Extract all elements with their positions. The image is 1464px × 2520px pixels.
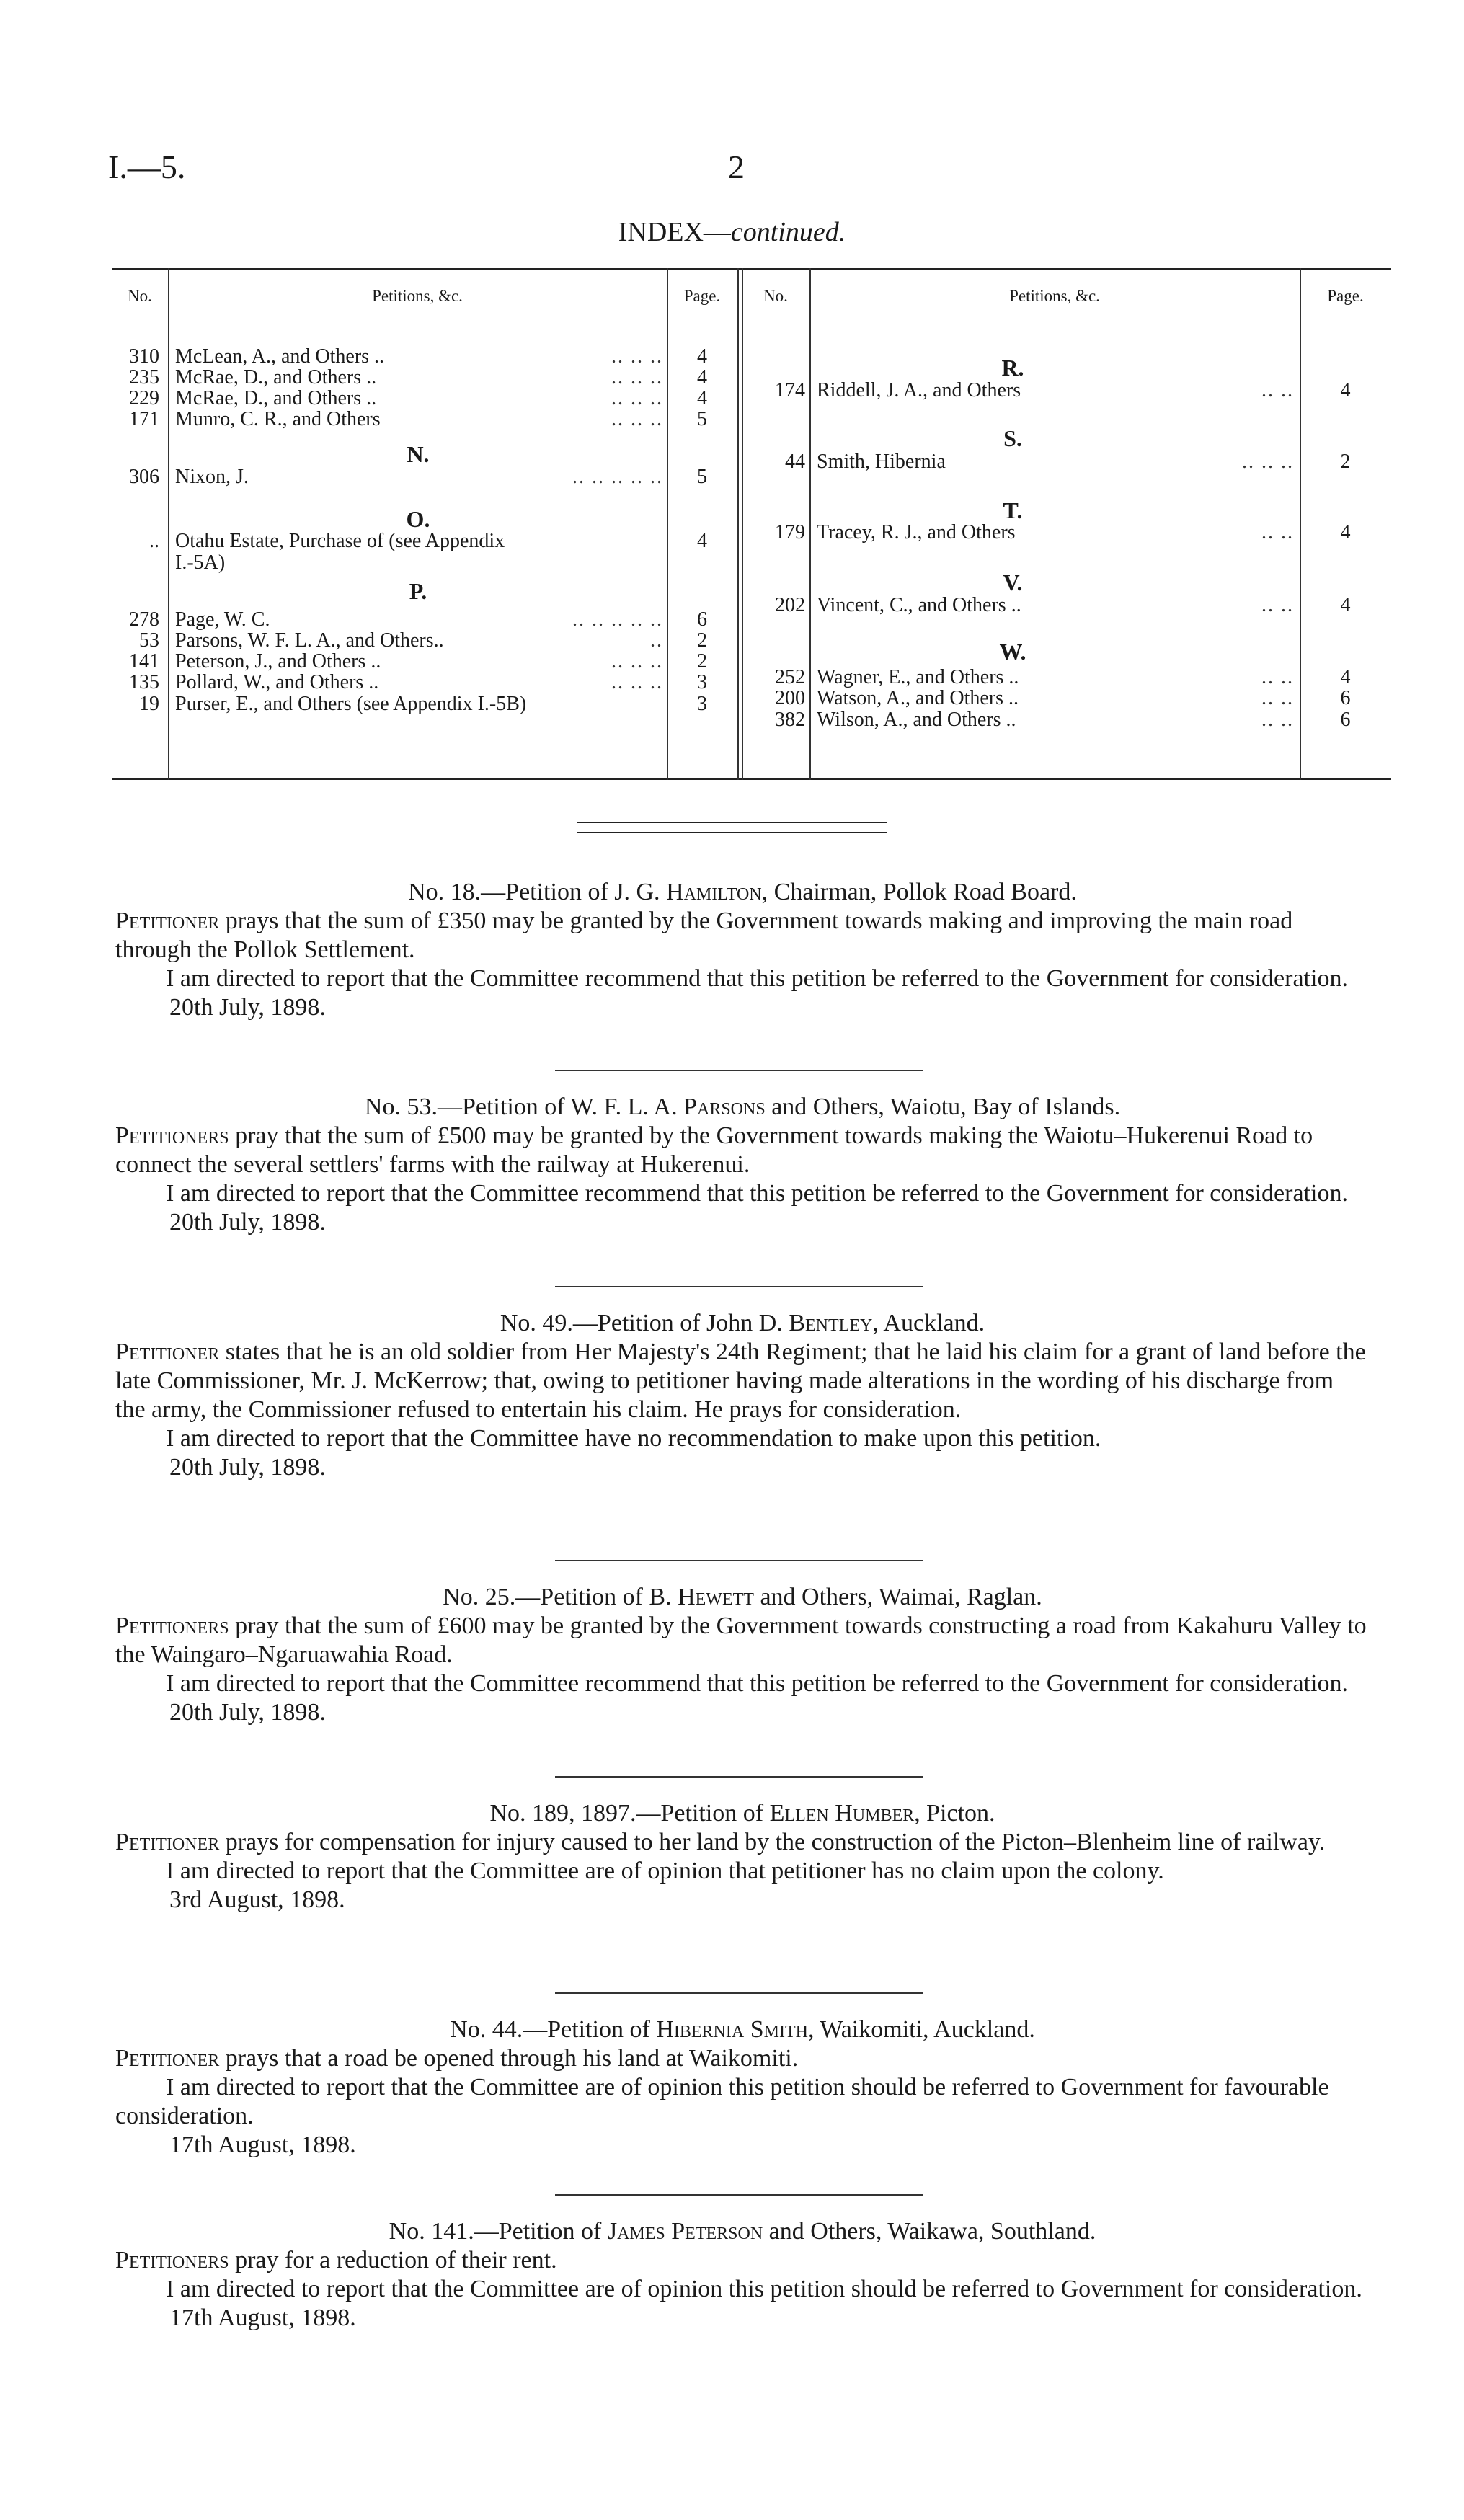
index-row-leader: .. .. .. <box>611 345 663 368</box>
index-letter-heading: N. <box>407 441 430 467</box>
petition-title <box>115 2217 1370 2246</box>
committee-report: I am directed to report that the Committee are of opinion this petition should be referred to Government for favourable consideration. <box>115 2074 1329 2129</box>
petitioner-lead: Petitioner <box>115 2045 220 2072</box>
index-row-name: Otahu Estate, Purchase of (see Appendix <box>175 531 505 552</box>
petition-body-text: prays that the sum of £350 may be granted by the Government towards making and improving the main road through the Pollok Settlement. <box>115 908 1293 963</box>
committee-report: I am directed to report that the Committee are of opinion this petition should be referred to Government for consideration. <box>166 2276 1362 2302</box>
index-row-name: Tracey, R. J., and Others <box>817 522 1016 544</box>
index-row-page: 3 <box>697 671 707 693</box>
index-letter-heading: P. <box>409 578 427 604</box>
index-title: INDEX—continued. <box>618 217 846 247</box>
committee-report: I am directed to report that the Committee recommend that this petition be referred to the Government for consideration. <box>166 1670 1348 1697</box>
petition-title-prefix: No. 18.—Petition of J. G. <box>408 879 667 905</box>
petition-title-suffix: and Others, Waikawa, Southland. <box>763 2218 1096 2245</box>
separator-rule <box>555 1070 923 1071</box>
index-row-name: Vincent, C., and Others .. <box>817 595 1021 616</box>
separator-rule <box>555 1560 923 1561</box>
petitioner-name: Ellen Humber <box>769 1800 915 1827</box>
index-row-leader: .. .. .. .. .. <box>572 608 663 631</box>
index-row-name: Parsons, W. F. L. A., and Others.. <box>175 630 444 652</box>
index-row-name: McRae, D., and Others .. <box>175 388 377 409</box>
index-row-name: Pollard, W., and Others .. <box>175 672 379 693</box>
index-row <box>112 380 1391 401</box>
petition-body-text: prays that a road be opened through his land at Waikomiti. <box>219 2045 799 2072</box>
report-date: 20th July, 1898. <box>169 994 326 1021</box>
petition-entry <box>115 878 1370 1022</box>
index-row-name: Smith, Hibernia <box>817 451 946 473</box>
petitioner-lead: Petitioners <box>115 1612 229 1639</box>
index-row-leader: .. .. .. <box>611 408 663 430</box>
petitioner-name: Bentley <box>789 1310 873 1336</box>
petition-body <box>115 1338 1370 1424</box>
document-reference: I.—5. <box>108 148 186 185</box>
petitioner-lead: Petitioner <box>115 1339 220 1365</box>
separator-rule <box>555 1776 923 1778</box>
petition-title-prefix: No. 25.—Petition of B. <box>443 1584 678 1610</box>
petitioner-name: Hamilton <box>666 879 762 905</box>
double-rule-divider <box>577 822 887 833</box>
report-date: 20th July, 1898. <box>169 1699 326 1726</box>
index-letter-heading: S. <box>1003 425 1022 451</box>
index-row-name: Riddell, J. A., and Others <box>817 380 1021 401</box>
index-row <box>112 522 1391 544</box>
petition-title <box>115 1799 1370 1828</box>
index-letter-heading: T. <box>1003 497 1023 523</box>
index-letter-heading: W. <box>999 639 1026 665</box>
index-row-page: 2 <box>697 650 707 673</box>
petition-entry <box>115 2015 1370 2160</box>
index-row-name: Nixon, J. <box>175 466 249 488</box>
index-row-number: 19 <box>139 693 159 715</box>
index-row-page: 2 <box>697 629 707 652</box>
petition-title-prefix: No. 44.—Petition of <box>450 2016 657 2043</box>
index-row-page: 2 <box>1340 451 1351 473</box>
index-row-name: McLean, A., and Others .. <box>175 346 385 368</box>
petition-title-suffix: , Auckland. <box>872 1310 985 1336</box>
index-row-leader: .. .. .. <box>611 671 663 693</box>
petition-body <box>115 2044 1370 2073</box>
index-row-leader: .. .. <box>1261 594 1294 616</box>
index-row-number: 278 <box>129 608 159 631</box>
petitioner-lead: Petitioners <box>115 2247 229 2273</box>
petition-body-text: pray that the sum of £500 may be granted by the Government towards making the Waiotu–Hukerenui Road to connect the several settlers' farms with the railway at Hukerenui. <box>115 1122 1313 1178</box>
petition-title <box>115 878 1370 907</box>
index-row-name: McRae, D., and Others .. <box>175 367 377 389</box>
index-row-page: 5 <box>697 466 707 488</box>
committee-report: I am directed to report that the Committee recommend that this petition be referred to the Government for consideration. <box>166 965 1348 992</box>
col-header-page-right: Page. <box>1327 287 1364 305</box>
index-row-page: 4 <box>697 366 707 389</box>
index-row-leader: .. .. .. <box>611 387 663 409</box>
index-row-number: 252 <box>775 666 805 688</box>
col-header-no: No. <box>128 287 152 305</box>
index-row-number: 141 <box>129 650 159 673</box>
index-row-name: Purser, E., and Others (see Appendix I.-5B) <box>175 693 527 715</box>
index-row-number: 200 <box>775 687 805 709</box>
page-number: 2 <box>728 148 745 185</box>
petition-title-suffix: and Others, Waiotu, Bay of Islands. <box>765 1093 1121 1120</box>
petitioner-lead: Petitioner <box>115 908 220 934</box>
petition-title-prefix: No. 49.—Petition of John D. <box>500 1310 789 1336</box>
index-row-page: 4 <box>1340 594 1351 616</box>
index-row-name: Munro, C. R., and Others <box>175 409 381 430</box>
index-row-page: 4 <box>1340 379 1351 401</box>
separator-rule <box>555 1992 923 1994</box>
index-row-number: 179 <box>775 521 805 544</box>
committee-report: I am directed to report that the Committee recommend that this petition be referred to the Government for consideration. <box>166 1180 1348 1207</box>
petition-body <box>115 1122 1370 1179</box>
index-row-number: 171 <box>129 408 159 430</box>
report-date: 17th August, 1898. <box>169 2131 356 2158</box>
col-header-petitions: Petitions, &c. <box>372 287 463 305</box>
index-row-page: 6 <box>1340 687 1351 709</box>
index-row-number: 44 <box>785 451 805 473</box>
index-row-page: 4 <box>1340 666 1351 688</box>
petition-body <box>115 1828 1370 1857</box>
petition-title <box>115 2015 1370 2044</box>
petition-body-text: pray that the sum of £600 may be granted by the Government towards constructing a road from Kakahuru Valley to the Waingaro–Ngaruawahia Road. <box>115 1612 1367 1668</box>
petitioner-lead: Petitioner <box>115 1829 220 1855</box>
index-row-name: Wagner, E., and Others .. <box>817 667 1019 688</box>
index-row-leader: .. .. <box>1261 666 1294 688</box>
index-row-name: Wilson, A., and Others .. <box>817 709 1016 731</box>
index-table <box>112 268 1391 780</box>
separator-rule <box>555 1286 923 1287</box>
index-row <box>112 688 1391 709</box>
committee-report: I am directed to report that the Committee have no recommendation to make upon this petition. <box>166 1425 1101 1452</box>
petitioner-name: Hewett <box>678 1584 754 1610</box>
petition-title-suffix: , Chairman, Pollok Road Board. <box>761 879 1077 905</box>
petition-entry <box>115 1583 1370 1727</box>
index-row-number: 53 <box>139 629 159 652</box>
index-row-number: 174 <box>775 379 805 401</box>
index-row-leader: .. <box>650 629 663 652</box>
report-date: 17th August, 1898. <box>169 2304 356 2331</box>
petitioner-lead: Petitioners <box>115 1122 229 1149</box>
petition-body-text: states that he is an old soldier from Her Majesty's 24th Regiment; that he laid his claim for a grant of land before the late Commissioner, Mr. J. McKerrow; that, owing to petitioner having made alterations in the wording of his discharge from the army, the Commissioner refused to entertain his claim. He prays for consideration. <box>115 1339 1366 1423</box>
petition-entry <box>115 1309 1370 1482</box>
petitioner-name: James Peterson <box>607 2218 763 2245</box>
petition-title-prefix: No. 53.—Petition of W. F. L. A. <box>364 1093 684 1120</box>
index-row <box>112 667 1391 688</box>
index-row-page: 5 <box>697 408 707 430</box>
petition-title <box>115 1309 1370 1338</box>
index-letter-heading: V. <box>1003 569 1023 595</box>
index-row-leader: .. .. <box>1261 709 1294 731</box>
index-row-number: 382 <box>775 709 805 731</box>
index-row-number: 306 <box>129 466 159 488</box>
petition-title-suffix: , Waikomiti, Auckland. <box>807 2016 1035 2043</box>
petition-title <box>115 1093 1370 1122</box>
index-row <box>112 709 1391 731</box>
index-row-name: Watson, A., and Others .. <box>817 688 1019 709</box>
index-row-leader: .. .. <box>1261 521 1294 544</box>
index-row-number: 135 <box>129 671 159 693</box>
index-row-leader: .. .. .. .. .. <box>572 466 663 488</box>
petition-title <box>115 1583 1370 1612</box>
index-row-leader: .. .. .. <box>1242 451 1294 473</box>
petition-body <box>115 1612 1370 1669</box>
petition-body-text: prays for compensation for injury caused to her land by the construction of the Picton–Blenheim line of railway. <box>219 1829 1326 1855</box>
index-letter-heading: R. <box>1001 355 1024 381</box>
committee-report: I am directed to report that the Committee are of opinion that petitioner has no claim upon the colony. <box>166 1858 1164 1884</box>
petition-body <box>115 2246 1370 2275</box>
petitioner-name: Hibernia Smith <box>656 2016 808 2043</box>
index-row-page: 4 <box>697 387 707 409</box>
report-date: 20th July, 1898. <box>169 1209 326 1235</box>
index-row-page: 6 <box>697 608 707 631</box>
separator-rule <box>555 2194 923 2196</box>
index-row <box>112 451 1391 473</box>
index-row <box>112 595 1391 616</box>
index-row-number: .. <box>149 530 159 552</box>
index-row-leader: .. .. .. <box>611 366 663 389</box>
col-header-page: Page. <box>683 287 721 305</box>
index-row-page: 4 <box>697 530 707 552</box>
index-row-number: 229 <box>129 387 159 409</box>
petition-entry <box>115 1799 1370 1915</box>
report-date: 3rd August, 1898. <box>169 1886 345 1913</box>
petition-body <box>115 907 1370 964</box>
report-date: 20th July, 1898. <box>169 1454 326 1481</box>
petition-title-suffix: , Picton. <box>914 1800 995 1827</box>
petition-entry <box>115 2217 1370 2333</box>
index-row-name: Peterson, J., and Others .. <box>175 651 381 673</box>
index-row-name: I.-5A) <box>175 552 226 574</box>
petition-body-text: pray for a reduction of their rent. <box>229 2247 557 2273</box>
petition-entry <box>115 1093 1370 1237</box>
index-row-number: 310 <box>129 345 159 368</box>
index-row-page: 6 <box>1340 709 1351 731</box>
petition-title-prefix: No. 189, 1897.—Petition of <box>489 1800 770 1827</box>
col-header-no-right: No. <box>763 287 788 305</box>
index-row-leader: .. .. <box>1261 379 1294 401</box>
index-row-page: 3 <box>697 693 707 715</box>
index-row-leader: .. .. .. <box>611 650 663 673</box>
index-letter-heading: O. <box>406 506 430 532</box>
index-row-leader: .. .. <box>1261 687 1294 709</box>
index-row-number: 202 <box>775 594 805 616</box>
petition-title-prefix: No. 141.—Petition of <box>389 2218 608 2245</box>
index-row-name: Page, W. C. <box>175 609 270 631</box>
index-row-page: 4 <box>697 345 707 368</box>
index-row-page: 4 <box>1340 521 1351 544</box>
petitioner-name: Parsons <box>683 1093 766 1120</box>
col-header-petitions-right: Petitions, &c. <box>1009 287 1100 305</box>
petition-title-suffix: and Others, Waimai, Raglan. <box>753 1584 1042 1610</box>
index-row-number: 235 <box>129 366 159 389</box>
